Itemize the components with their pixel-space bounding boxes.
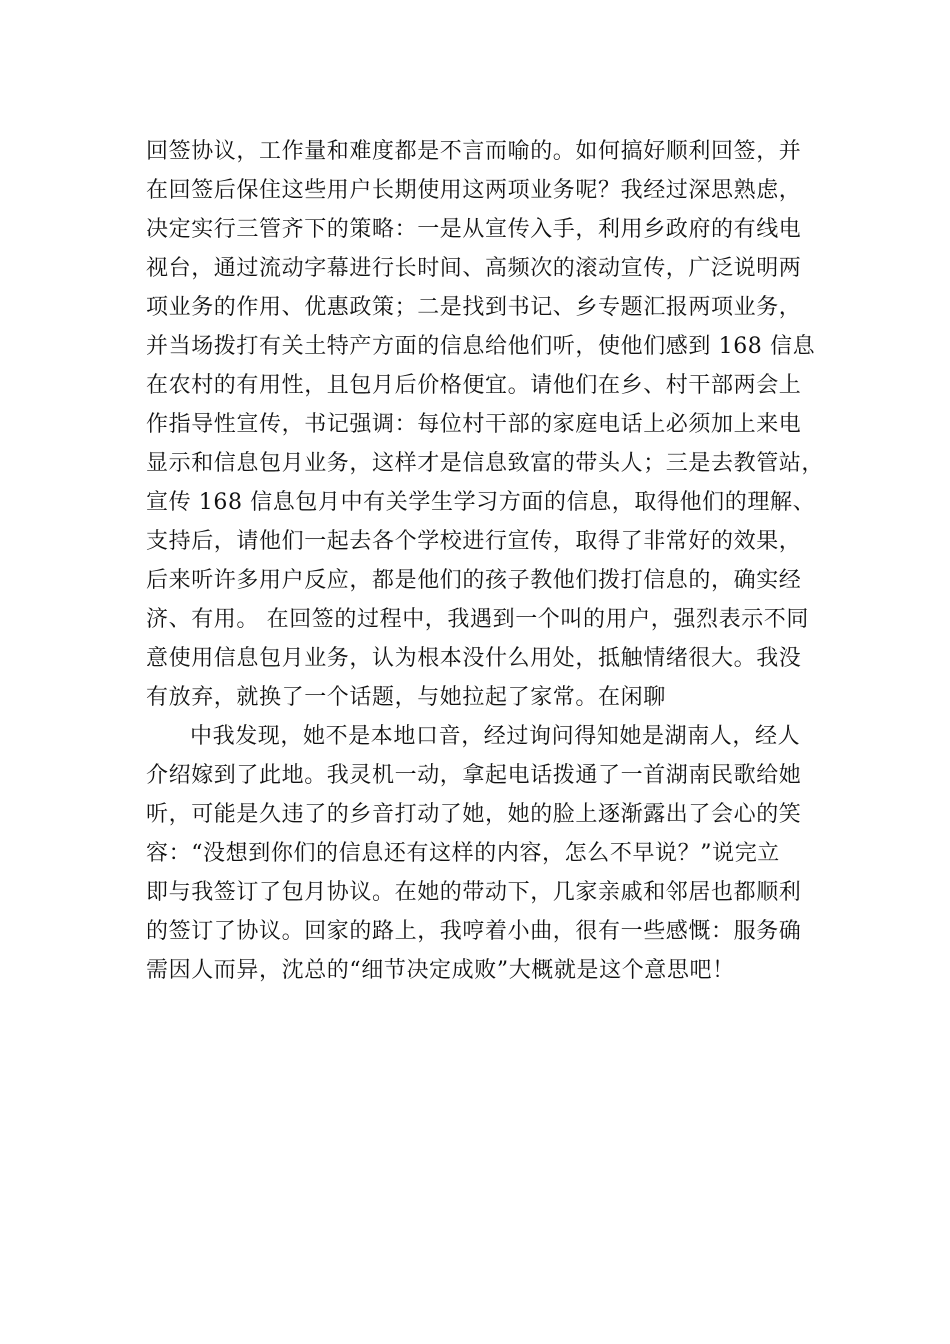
text-line-21: 的签订了协议。回家的路上，我哼着小曲，很有一些感慨：服务确 — [146, 919, 802, 944]
text-line-8: 作指导性宣传，书记强调：每位村干部的家庭电话上必须加上来电 — [146, 412, 802, 437]
text-line-12: 后来听许多用户反应，都是他们的孩子教他们拨打信息的，确实经 — [146, 568, 802, 593]
text-line-18: 听，可能是久违了的乡音打动了她，她的脸上逐渐露出了会心的笑 — [146, 802, 802, 827]
text-line-11: 支持后，请他们一起去各个学校进行宣传，取得了非常好的效果， — [146, 529, 802, 554]
text-line-14: 意使用信息包月业务，认为根本没什么用处，抵触情绪很大。我没 — [146, 646, 802, 671]
text-line-1: 回签协议，工作量和难度都是不言而喻的。如何搞好顺利回签，并 — [146, 139, 802, 164]
text-line-17: 介绍嫁到了此地。我灵机一动，拿起电话拨通了一首湖南民歌给她 — [146, 763, 802, 788]
text-line-3: 决定实行三管齐下的策略：一是从宣传入手，利用乡政府的有线电 — [146, 217, 802, 242]
text-line-4: 视台，通过流动字幕进行长时间、高频次的滚动宣传，广泛说明两 — [146, 256, 802, 281]
text-line-20: 即与我签订了包月协议。在她的带动下，几家亲戚和邻居也都顺利 — [146, 880, 802, 905]
text-line-16: 中我发现，她不是本地口音，经过询问得知她是湖南人，经人 — [190, 724, 801, 749]
body-text — [146, 132, 846, 990]
text-line-6: 并当场拨打有关土特产方面的信息给他们听，使他们感到 168 信息 — [146, 334, 816, 359]
text-line-13: 济、有用。 在回签的过程中，我遇到一个叫的用户，强烈表示不同 — [146, 607, 809, 632]
text-line-22: 需因人而异，沈总的“细节决定成败”大概就是这个意思吧！ — [146, 958, 735, 983]
text-line-15: 有放弃，就换了一个话题，与她拉起了家常。在闲聊 — [146, 685, 666, 710]
text-line-5: 项业务的作用、优惠政策；二是找到书记、乡专题汇报两项业务， — [146, 295, 802, 320]
text-line-19: 容：“没想到你们的信息还有这样的内容，怎么不早说？”说完立 — [146, 841, 780, 866]
text-line-9: 显示和信息包月业务，这样才是信息致富的带头人；三是去教管站， — [146, 451, 825, 476]
text-line-7: 在农村的有用性，且包月后价格便宜。请他们在乡、村干部两会上 — [146, 373, 802, 398]
text-line-10: 宣传 168 信息包月中有关学生学习方面的信息，取得他们的理解、 — [146, 490, 816, 515]
text-line-2: 在回签后保住这些用户长期使用这两项业务呢？我经过深思熟虑， — [146, 178, 802, 203]
